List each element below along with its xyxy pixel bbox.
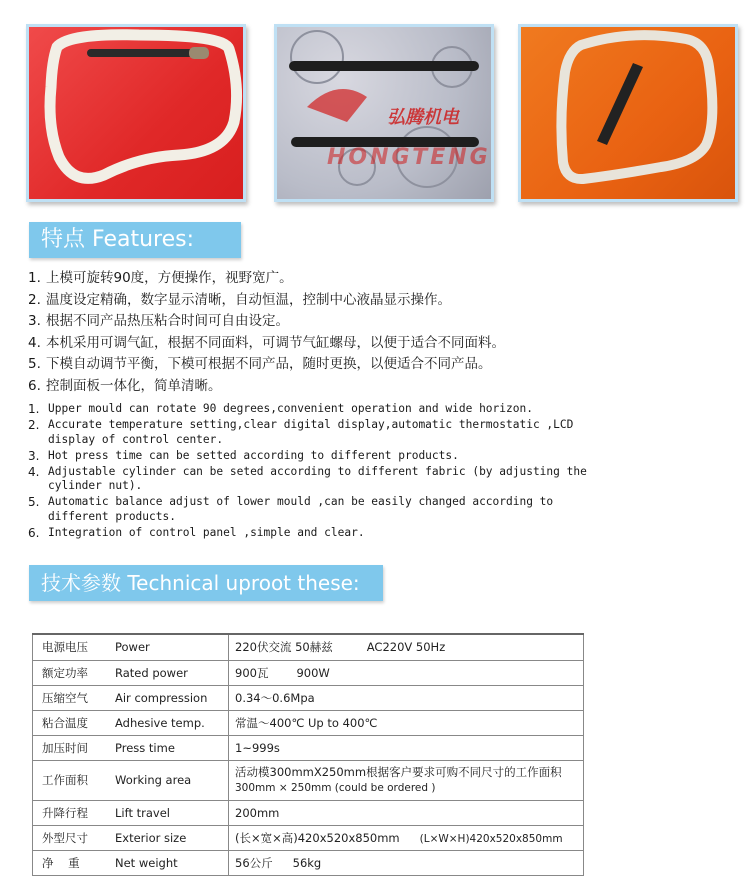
spec-value: (长×宽×高)420x520x850mm (L×W×H)420x520x850mm [229,825,584,850]
table-row [33,685,584,710]
list-item: 3. Hot press time can be setted according to different products. [28,448,459,463]
spec-table [32,633,584,876]
table-row [33,825,584,850]
spec-name-cn: 额定功率 [33,660,110,685]
list-item: 5. Automatic balance adjust of lower mould ,can be easily changed according to different products. [28,495,554,523]
spec-value: 1~999s [229,735,584,760]
table-row [33,634,584,660]
spec-name-cn: 电源电压 [33,634,110,660]
table-row [33,660,584,685]
list-item: 6. Integration of control panel ,simple and clear. [28,525,365,540]
product-photo-2 [274,24,494,202]
product-photo-1 [26,24,246,202]
spec-name-en: Air compression [109,685,229,710]
spec-value: 200mm [229,800,584,825]
list-item: 1. 上模可旋转90度，方便操作，视野宽广。 [28,270,293,286]
spec-value: 常温～400℃ Up to 400℃ [229,710,584,735]
list-item: 3. 根据不同产品热压粘合时间可自由设定。 [28,313,289,329]
spec-name-en: Rated power [109,660,229,685]
spec-value: 220伏交流 50赫兹 AC220V 50Hz [229,634,584,660]
features-cn-list [28,268,505,397]
spec-name-cn: 净 重 [33,850,110,875]
spec-name-cn: 加压时间 [33,735,110,760]
spec-name-en: Lift travel [109,800,229,825]
spec-name-cn: 压缩空气 [33,685,110,710]
features-en-list [28,402,618,542]
table-row [33,735,584,760]
table-row [33,760,584,800]
spec-name-en: Working area [109,760,229,800]
list-item: 5. 下模自动调节平衡，下模可根据不同产品，随时更换，以便适合不同产品。 [28,356,492,372]
list-item: 1. Upper mould can rotate 90 degrees,convenient operation and wide horizon. [28,402,533,416]
spec-value: 900瓦 900W [229,660,584,685]
tech-header: 技术参数 Technical uproot these: [29,565,383,601]
spec-name-en: Adhesive temp. [109,710,229,735]
product-photo-3 [518,24,738,202]
spec-value: 56公斤 56kg [229,850,584,875]
list-item: 6. 控制面板一体化，简单清晰。 [28,377,222,394]
list-item: 4. 本机采用可调气缸，根据不同面料，可调节气缸螺母，以便于适合不同面料。 [28,334,505,351]
mould-frame-graphic [29,27,243,199]
spec-name-cn: 工作面积 [33,760,110,800]
list-item: 2. Accurate temperature setting,clear digital display,automatic thermostatic ,LCD display of control center. [28,418,574,446]
spec-value: 0.34～0.6Mpa [229,685,584,710]
list-item: 2. 温度设定精确，数字显示清晰，自动恒温，控制中心液晶显示操作。 [28,291,451,308]
spec-name-cn: 升降行程 [33,800,110,825]
spec-value: 活动模300mmX250mm根据客户要求可购不同尺寸的工作面积 300mm × 250mm (could be ordered ) [229,760,584,800]
table-row [33,850,584,875]
features-header: 特点 Features: [29,222,241,258]
spec-name-cn: 粘合温度 [33,710,110,735]
list-item: 4. Adjustable cylinder can be seted according to different fabric (by adjusting the cylinder nut). [28,464,587,492]
spec-name-en: Net weight [109,850,229,875]
spec-name-en: Exterior size [109,825,229,850]
watermark-cn: 弘腾机电 [387,107,459,128]
watermark-en: HONGTENG [327,145,491,170]
mould-frame-graphic-2 [521,27,735,199]
spec-name-en: Press time [109,735,229,760]
spec-name-cn: 外型尺寸 [33,825,110,850]
table-row [33,710,584,735]
table-row [33,800,584,825]
spec-name-en: Power [109,634,229,660]
